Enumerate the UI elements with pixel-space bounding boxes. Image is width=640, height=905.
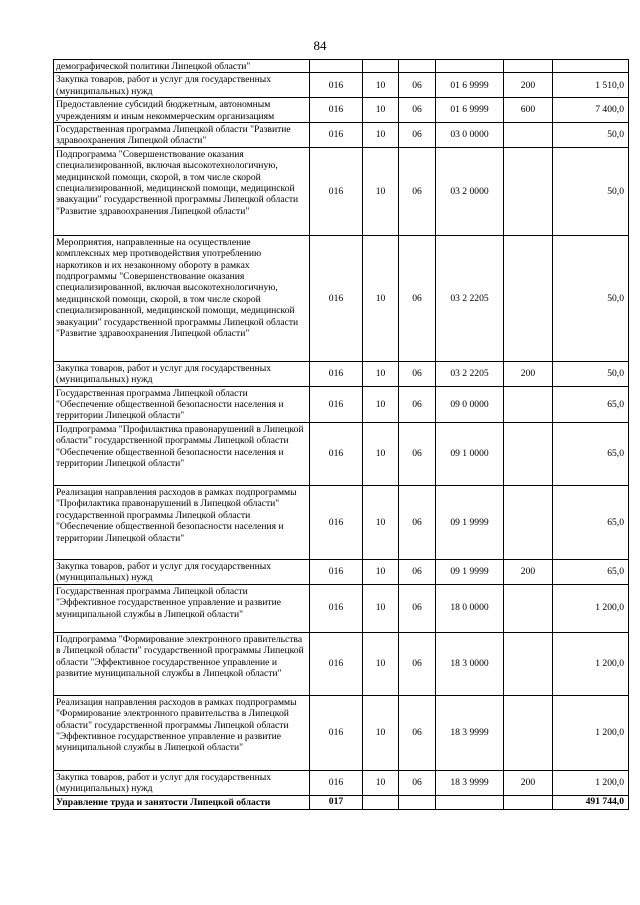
- item-name: Закупка товаров, работ и услуг для государственных (муниципальных) нужд: [54, 770, 310, 795]
- item-name: Реализация направления расходов в рамках подпрограммы "Формирование электронного правительства в Липецкой области" государственной программы Липецкой области "Эффективное государственное управление и развитие муниципальной службы в Липецкой области": [54, 695, 310, 770]
- table-row: [54, 559, 629, 584]
- item-name: Подпрограмма "Профилактика правонарушений в Липецкой области" государственной программы Липецкой области "Обеспечение общественной безопасности населения и территории Липецкой области": [54, 422, 310, 485]
- expense-type-code: 200: [504, 73, 553, 98]
- ministry-code: 016: [310, 73, 363, 98]
- table-row: [54, 147, 629, 235]
- ministry-code: 016: [310, 361, 363, 386]
- subsection-code: 06: [399, 632, 436, 695]
- amount: 1 200,0: [553, 695, 629, 770]
- page-number: 84: [313, 38, 327, 53]
- table-row: [54, 386, 629, 422]
- amount: 1 200,0: [553, 584, 629, 632]
- section-code: 10: [363, 98, 399, 123]
- table-row: [54, 770, 629, 795]
- ministry-code: 016: [310, 98, 363, 123]
- item-name: Государственная программа Липецкой области "Эффективное государственное управление и развитие муниципальной службы в Липецкой области": [54, 584, 310, 632]
- subsection-code: 06: [399, 422, 436, 485]
- article-code: 09 1 9999: [436, 485, 504, 559]
- item-name: Государственная программа Липецкой области "Обеспечение общественной безопасности населения и территории Липецкой области": [54, 386, 310, 422]
- article-code: 18 3 0000: [436, 632, 504, 695]
- amount: 65,0: [553, 485, 629, 559]
- expense-type-code: [504, 695, 553, 770]
- article-code: [436, 795, 504, 809]
- ministry-code: 017: [310, 795, 363, 809]
- subsection-code: [399, 795, 436, 809]
- article-code: 18 3 9999: [436, 695, 504, 770]
- ministry-code: 016: [310, 632, 363, 695]
- ministry-code: [310, 60, 363, 73]
- expense-type-code: 600: [504, 98, 553, 123]
- ministry-code: 016: [310, 770, 363, 795]
- section-code: 10: [363, 770, 399, 795]
- table-row: [54, 73, 629, 98]
- expense-type-code: [504, 60, 553, 73]
- amount: 7 400,0: [553, 98, 629, 123]
- article-code: [436, 60, 504, 73]
- article-code: 09 0 0000: [436, 386, 504, 422]
- section-code: 10: [363, 147, 399, 235]
- expense-type-code: 200: [504, 559, 553, 584]
- section-code: [363, 795, 399, 809]
- ministry-code: 016: [310, 584, 363, 632]
- section-code: 10: [363, 485, 399, 559]
- item-name: Предоставление субсидий бюджетным, автономным учреждениям и иным некоммерческим организациям: [54, 98, 310, 123]
- table-row: [54, 795, 629, 809]
- expense-type-code: [504, 485, 553, 559]
- article-code: 18 0 0000: [436, 584, 504, 632]
- article-code: 18 3 9999: [436, 770, 504, 795]
- expense-type-code: [504, 795, 553, 809]
- expense-type-code: [504, 123, 553, 148]
- amount: 1 200,0: [553, 632, 629, 695]
- ministry-code: 016: [310, 147, 363, 235]
- table-row: [54, 60, 629, 73]
- table-row: [54, 422, 629, 485]
- section-code: 10: [363, 559, 399, 584]
- amount: 1 200,0: [553, 770, 629, 795]
- section-code: 10: [363, 632, 399, 695]
- item-name: демографической политики Липецкой области": [54, 60, 310, 73]
- amount: 50,0: [553, 123, 629, 148]
- subsection-code: 06: [399, 695, 436, 770]
- section-code: 10: [363, 584, 399, 632]
- item-name: Государственная программа Липецкой области "Развитие здравоохранения Липецкой области": [54, 123, 310, 148]
- expense-type-code: [504, 422, 553, 485]
- amount: 65,0: [553, 422, 629, 485]
- subsection-code: 06: [399, 559, 436, 584]
- article-code: 09 1 9999: [436, 559, 504, 584]
- subsection-code: 06: [399, 73, 436, 98]
- ministry-code: 016: [310, 422, 363, 485]
- item-name: Подпрограмма "Совершенствование оказания специализированной, включая высокотехнологичную, медицинской помощи, скорой, в том числе скорой специализированной, медицинской помощи, медицинской эвакуации" государственной программы Липецкой области "Развитие здравоохранения Липецкой области": [54, 147, 310, 235]
- amount: 1 510,0: [553, 73, 629, 98]
- subsection-code: 06: [399, 386, 436, 422]
- section-code: 10: [363, 73, 399, 98]
- expense-type-code: [504, 386, 553, 422]
- article-code: 03 0 0000: [436, 123, 504, 148]
- amount: 491 744,0: [553, 795, 629, 809]
- amount: [553, 60, 629, 73]
- item-name: Закупка товаров, работ и услуг для государственных (муниципальных) нужд: [54, 559, 310, 584]
- ministry-code: 016: [310, 235, 363, 361]
- table-row: [54, 361, 629, 386]
- item-name: Мероприятия, направленные на осуществление комплексных мер противодействия употреблению наркотиков и их незаконному обороту в рамках подпрограммы "Совершенствование оказания специализированной, включая высокотехнологичную, медицинской помощи, скорой, в том числе скорой специализированной, медицинской помощи, медицинской эвакуации" государственной программы Липецкой области "Развитие здравоохранения Липецкой области": [54, 235, 310, 361]
- article-code: 09 1 0000: [436, 422, 504, 485]
- amount: 50,0: [553, 235, 629, 361]
- amount: 50,0: [553, 361, 629, 386]
- subsection-code: 06: [399, 361, 436, 386]
- subsection-code: 06: [399, 485, 436, 559]
- item-name: Закупка товаров, работ и услуг для государственных (муниципальных) нужд: [54, 73, 310, 98]
- expense-type-code: [504, 147, 553, 235]
- amount: 65,0: [553, 559, 629, 584]
- section-code: 10: [363, 235, 399, 361]
- article-code: 01 6 9999: [436, 98, 504, 123]
- item-name: Реализация направления расходов в рамках подпрограммы "Профилактика правонарушений в Липецкой области" государственной программы Липецкой области "Обеспечение общественной безопасности населения и территории Липецкой области": [54, 485, 310, 559]
- ministry-code: 016: [310, 559, 363, 584]
- subsection-code: 06: [399, 584, 436, 632]
- ministry-code: 016: [310, 123, 363, 148]
- subsection-code: 06: [399, 98, 436, 123]
- table-row: [54, 632, 629, 695]
- section-code: 10: [363, 123, 399, 148]
- item-name: Подпрограмма "Формирование электронного правительства в Липецкой области" государственной программы Липецкой области "Эффективное государственное управление и развитие муниципальной службы в Липецкой области": [54, 632, 310, 695]
- section-code: 10: [363, 695, 399, 770]
- expense-type-code: [504, 584, 553, 632]
- section-code: 10: [363, 422, 399, 485]
- subsection-code: 06: [399, 770, 436, 795]
- ministry-code: 016: [310, 485, 363, 559]
- budget-table-body: [54, 60, 629, 810]
- table-row: [54, 235, 629, 361]
- table-row: [54, 695, 629, 770]
- subsection-code: [399, 60, 436, 73]
- ministry-code: 016: [310, 386, 363, 422]
- table-row: [54, 584, 629, 632]
- section-code: 10: [363, 361, 399, 386]
- budget-table: [53, 59, 629, 810]
- article-code: 03 2 0000: [436, 147, 504, 235]
- subsection-code: 06: [399, 123, 436, 148]
- section-code: [363, 60, 399, 73]
- item-name: Управление труда и занятости Липецкой области: [54, 795, 310, 809]
- amount: 50,0: [553, 147, 629, 235]
- item-name: Закупка товаров, работ и услуг для государственных (муниципальных) нужд: [54, 361, 310, 386]
- table-row: [54, 123, 629, 148]
- table-row: [54, 98, 629, 123]
- subsection-code: 06: [399, 147, 436, 235]
- table-row: [54, 485, 629, 559]
- amount: 65,0: [553, 386, 629, 422]
- article-code: 03 2 2205: [436, 235, 504, 361]
- article-code: 03 2 2205: [436, 361, 504, 386]
- ministry-code: 016: [310, 695, 363, 770]
- subsection-code: 06: [399, 235, 436, 361]
- expense-type-code: [504, 632, 553, 695]
- expense-type-code: 200: [504, 361, 553, 386]
- section-code: 10: [363, 386, 399, 422]
- expense-type-code: 200: [504, 770, 553, 795]
- expense-type-code: [504, 235, 553, 361]
- article-code: 01 6 9999: [436, 73, 504, 98]
